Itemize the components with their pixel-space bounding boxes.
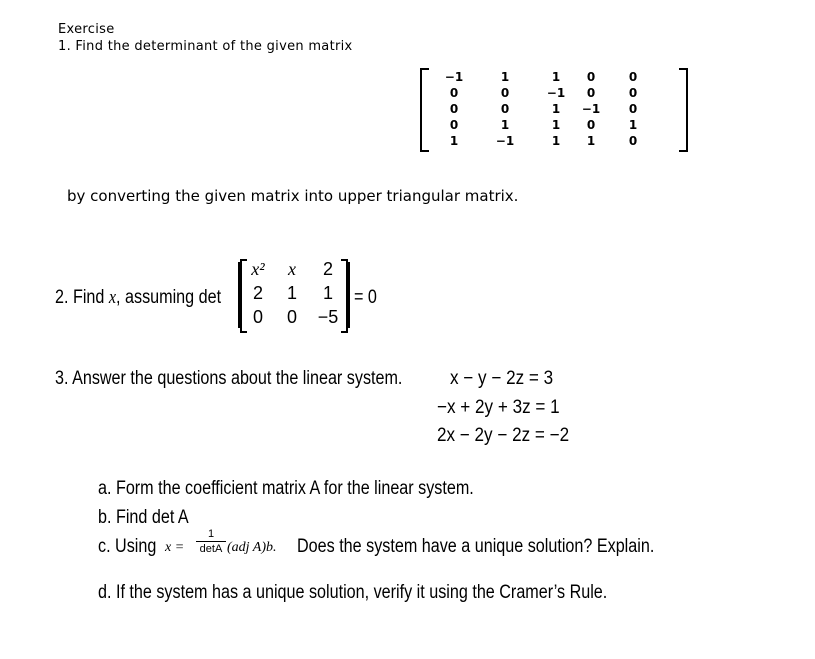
q1-matrix-cell: 0 bbox=[628, 134, 638, 148]
q2-matrix-cell: x bbox=[288, 259, 296, 279]
q1-prompt: 1. Find the determinant of the given matrix bbox=[58, 39, 353, 54]
q1-matrix-cell: 0 bbox=[586, 70, 596, 84]
q3-part-c-fraction bbox=[196, 528, 226, 555]
q2-matrix-cell: 1 bbox=[322, 283, 333, 303]
q2-matrix-cell: 0 bbox=[286, 307, 297, 327]
q1-matrix-cell: 0 bbox=[628, 70, 638, 84]
q2-det-label: det bbox=[198, 287, 222, 308]
q1-matrix-cell: 0 bbox=[449, 86, 459, 100]
equation-3: 2x − 2y − 2z = −2 bbox=[437, 425, 570, 446]
q1-matrix-cell: 0 bbox=[500, 102, 510, 116]
q3-part-a: a. Form the coefficient matrix A for the linear system. bbox=[98, 478, 474, 499]
right-bracket bbox=[341, 259, 348, 333]
q1-matrix-cell: 0 bbox=[586, 86, 596, 100]
fraction-bar bbox=[196, 541, 226, 542]
q2-variable: x bbox=[108, 287, 117, 308]
q1-matrix-cell: 0 bbox=[500, 86, 510, 100]
q1-matrix-cell: 1 bbox=[628, 118, 638, 132]
fraction-numerator: 1 bbox=[207, 528, 215, 540]
q2-matrix-cell: −5 bbox=[317, 307, 339, 327]
equation-1: x − y − 2z = 3 bbox=[450, 368, 554, 389]
q1-matrix-cell: 0 bbox=[449, 102, 459, 116]
q3-part-c-lhs: x = bbox=[165, 540, 185, 555]
q1-matrix-cell: 1 bbox=[551, 134, 561, 148]
q3-part-b: b. Find det A bbox=[98, 507, 189, 528]
q1-matrix-cell: −1 bbox=[581, 102, 601, 116]
q3-part-d: d. If the system has a unique solution, verify it using the Cramer’s Rule. bbox=[98, 582, 608, 603]
right-bracket bbox=[679, 68, 688, 152]
det-bar-right bbox=[348, 262, 350, 328]
q1-suffix: by converting the given matrix into upper triangular matrix. bbox=[67, 187, 519, 205]
q2-matrix-cell: 0 bbox=[252, 307, 263, 327]
q1-matrix-cell: 1 bbox=[586, 134, 596, 148]
q2-prompt-prefix: 2. Find bbox=[55, 287, 105, 308]
q2-matrix-cell: 2 bbox=[322, 259, 333, 279]
exercise-heading: Exercise bbox=[58, 22, 115, 37]
q1-matrix-cell: 1 bbox=[449, 134, 459, 148]
q1-matrix-cell: −1 bbox=[546, 86, 566, 100]
q1-matrix-cell: 1 bbox=[551, 102, 561, 116]
q1-matrix-cell: 1 bbox=[551, 70, 561, 84]
q1-matrix-cell: 1 bbox=[500, 118, 510, 132]
q3-part-c-prefix: c. Using bbox=[98, 536, 157, 557]
q2-rhs: = 0 bbox=[354, 287, 377, 308]
q1-matrix-cell: 1 bbox=[500, 70, 510, 84]
q2-matrix-cell: 1 bbox=[286, 283, 297, 303]
q1-matrix-cell: 0 bbox=[586, 118, 596, 132]
left-bracket bbox=[420, 68, 429, 152]
q2-prompt-suffix: , assuming bbox=[116, 287, 195, 308]
equation-2: −x + 2y + 3z = 1 bbox=[437, 397, 560, 418]
q2-matrix-cell: 2 bbox=[252, 283, 263, 303]
det-bar-left bbox=[238, 262, 240, 328]
q2-matrix bbox=[240, 259, 348, 331]
q1-matrix bbox=[420, 68, 688, 150]
q3-part-c-rhs: (adj A)b. bbox=[227, 540, 277, 555]
q1-matrix-cell: 0 bbox=[449, 118, 459, 132]
q1-matrix-cell: 0 bbox=[628, 86, 638, 100]
fraction-denominator: detA bbox=[199, 543, 223, 555]
q3-part-c-suffix: Does the system have a unique solution? Explain. bbox=[297, 536, 655, 557]
q2-prompt bbox=[55, 287, 221, 309]
q1-matrix-cell: 1 bbox=[551, 118, 561, 132]
q1-matrix-cell: 0 bbox=[628, 102, 638, 116]
q2-matrix-cell: x² bbox=[251, 259, 265, 279]
q1-matrix-cell: −1 bbox=[444, 70, 464, 84]
q1-matrix-cell: −1 bbox=[495, 134, 515, 148]
q3-prompt: 3. Answer the questions about the linear system. bbox=[55, 368, 403, 389]
